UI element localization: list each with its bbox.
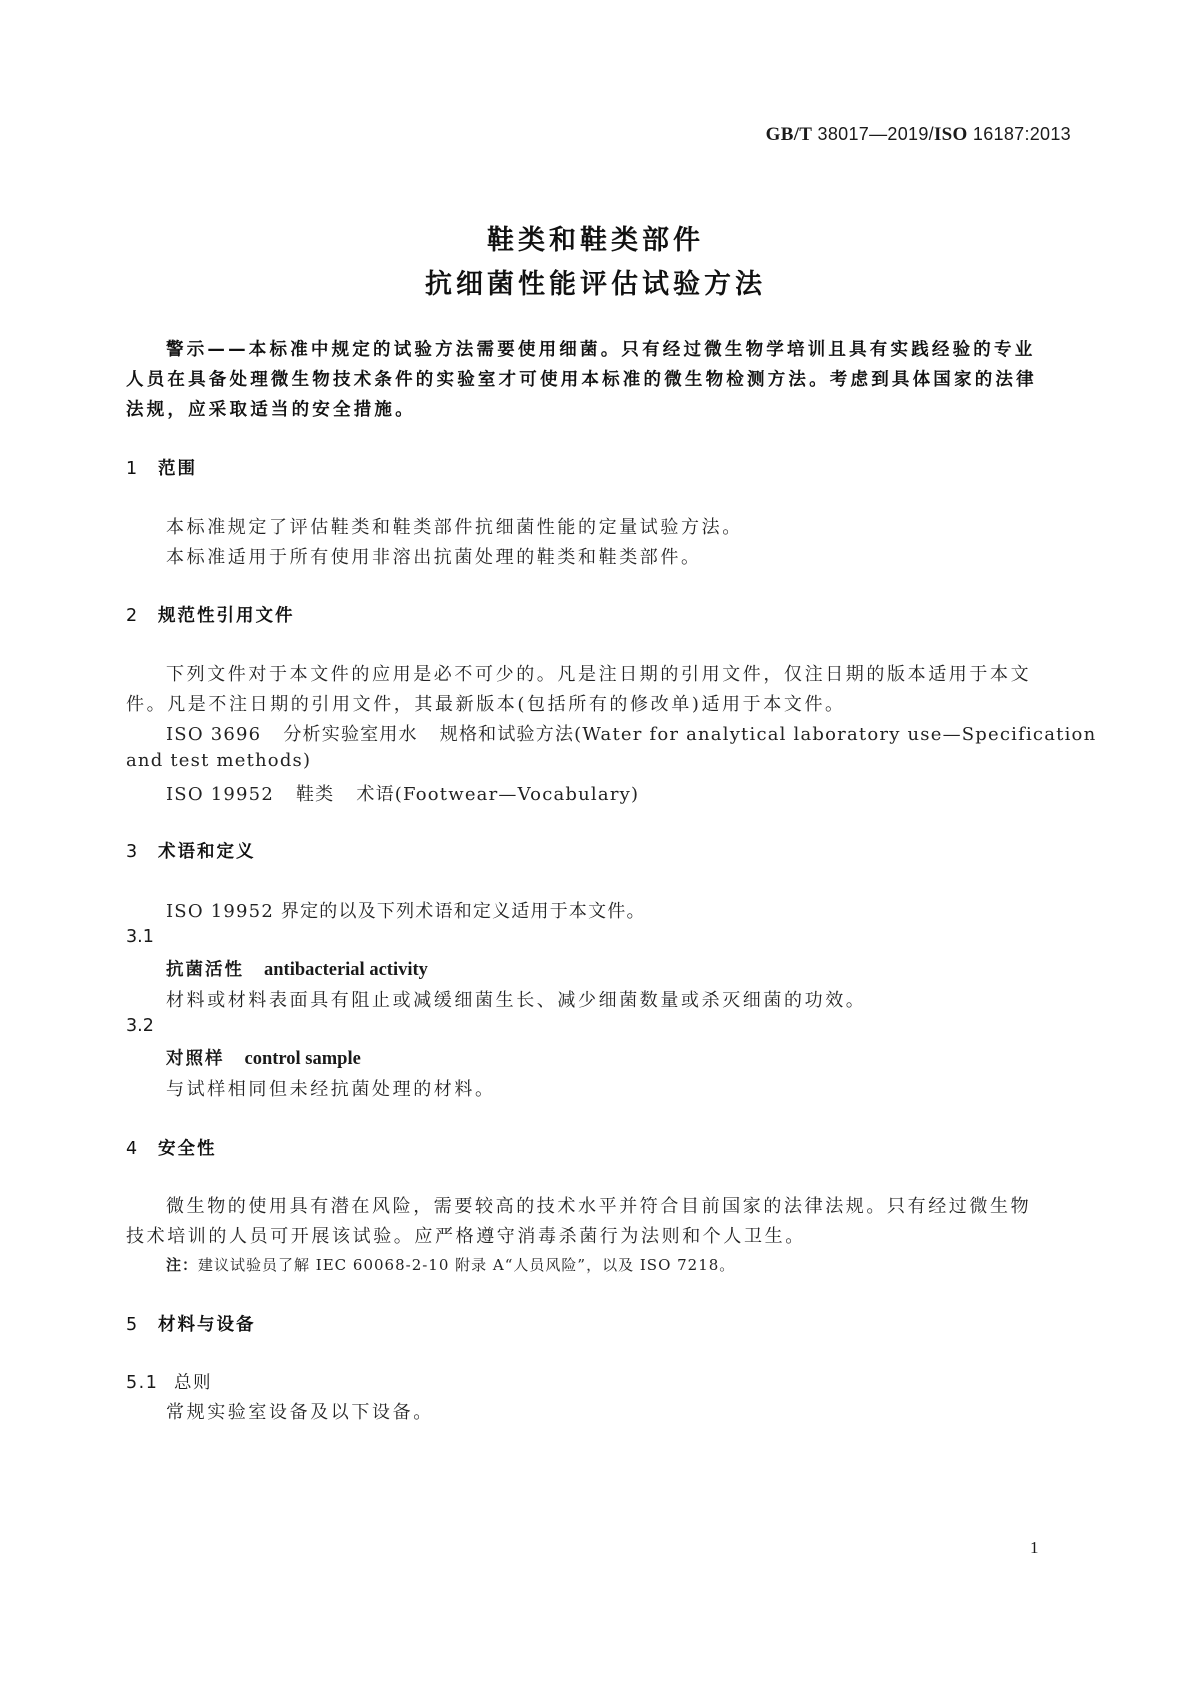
section-2-intro-line1: 下列文件对于本文件的应用是必不可少的。凡是注日期的引用文件，仅注日期的版本适用于本文 bbox=[166, 664, 1032, 685]
reference-iso-19952 bbox=[166, 780, 639, 806]
term-3-1-number: 3.1 bbox=[126, 927, 154, 947]
term-en: control sample bbox=[244, 1049, 361, 1069]
reference-title-b: 规格和试验方法(Water for analytical laboratory use—Specification bbox=[439, 724, 1097, 745]
section-number: 4 bbox=[126, 1139, 140, 1159]
section-5-1-text: 常规实验室设备及以下设备。 bbox=[166, 1402, 434, 1423]
reference-title-a: 鞋类 bbox=[295, 784, 335, 805]
section-3-intro: ISO 19952 界定的以及下列术语和定义适用于本文件。 bbox=[166, 901, 646, 922]
section-number: 2 bbox=[126, 606, 140, 626]
section-1-paragraph-2: 本标准适用于所有使用非溶出抗菌处理的鞋类和鞋类部件。 bbox=[166, 547, 702, 568]
standard-code-main: 38017—2019/ bbox=[812, 124, 934, 144]
term-3-2-definition: 与试样相同但未经抗菌处理的材料。 bbox=[166, 1079, 496, 1100]
section-number: 1 bbox=[126, 459, 140, 479]
subsection-title: 总则 bbox=[174, 1373, 212, 1393]
subsection-number: 5.1 bbox=[126, 1373, 159, 1393]
section-5-heading bbox=[126, 1311, 256, 1336]
term-3-1 bbox=[166, 956, 428, 981]
section-4-line2: 技术培训的人员可开展该试验。应严格遵守消毒杀菌行为法则和个人卫生。 bbox=[126, 1226, 806, 1247]
term-cn: 抗菌活性 bbox=[166, 960, 244, 980]
warning-line1: 警示——本标准中规定的试验方法需要使用细菌。只有经过微生物学培训且具有实践经验的专业 bbox=[166, 340, 1036, 360]
section-5-1-heading bbox=[126, 1369, 212, 1394]
standard-code-iso-num: 16187:2013 bbox=[967, 124, 1071, 144]
reference-title-b: 术语(Footwear—Vocabulary) bbox=[356, 784, 640, 805]
section-3-heading bbox=[126, 838, 256, 863]
section-1-heading bbox=[126, 455, 197, 480]
term-3-1-definition: 材料或材料表面具有阻止或减缓细菌生长、减少细菌数量或杀灭细菌的功效。 bbox=[166, 990, 867, 1011]
term-cn: 对照样 bbox=[166, 1049, 225, 1069]
section-2-intro-line2: 件。凡是不注日期的引用文件，其最新版本(包括所有的修改单)适用于本文件。 bbox=[126, 694, 846, 715]
reference-title-a: 分析实验室用水 bbox=[283, 724, 418, 745]
reference-code: ISO 3696 bbox=[166, 724, 262, 745]
term-3-2 bbox=[166, 1045, 361, 1070]
section-title: 安全性 bbox=[158, 1139, 217, 1159]
standard-code bbox=[0, 124, 1071, 146]
standard-code-prefix: GB/T bbox=[765, 124, 813, 145]
section-title: 规范性引用文件 bbox=[158, 606, 295, 626]
section-number: 3 bbox=[126, 842, 140, 862]
reference-iso-3696 bbox=[166, 720, 1096, 746]
safety-note bbox=[166, 1254, 735, 1275]
document-title-line2: 抗细菌性能评估试验方法 bbox=[425, 269, 766, 300]
reference-code: ISO 19952 bbox=[166, 784, 274, 805]
note-label: 注： bbox=[166, 1256, 199, 1274]
section-4-heading bbox=[126, 1135, 217, 1160]
term-3-2-number: 3.2 bbox=[126, 1016, 154, 1036]
section-1-paragraph-1: 本标准规定了评估鞋类和鞋类部件抗细菌性能的定量试验方法。 bbox=[166, 517, 743, 538]
reference-iso-3696-continuation: and test methods) bbox=[126, 750, 312, 771]
warning-line2: 人员在具备处理微生物技术条件的实验室才可使用本标准的微生物检测方法。考虑到具体国家的法律 bbox=[126, 370, 1037, 390]
section-title: 范围 bbox=[158, 459, 197, 479]
note-text: 建议试验员了解 IEC 60068-2-10 附录 A“人员风险”，以及 ISO 7218。 bbox=[198, 1256, 736, 1274]
standard-code-iso: ISO bbox=[933, 124, 968, 145]
warning-line3: 法规，应采取适当的安全措施。 bbox=[126, 400, 416, 420]
section-2-heading bbox=[126, 602, 295, 627]
term-en: antibacterial activity bbox=[264, 960, 428, 980]
section-4-line1: 微生物的使用具有潜在风险，需要较高的技术水平并符合目前国家的法律法规。只有经过微生物 bbox=[166, 1196, 1032, 1217]
section-number: 5 bbox=[126, 1315, 140, 1335]
section-title: 术语和定义 bbox=[158, 842, 256, 862]
document-title-line1: 鞋类和鞋类部件 bbox=[487, 225, 704, 256]
page-number: 1 bbox=[1030, 1538, 1039, 1557]
section-title: 材料与设备 bbox=[158, 1315, 256, 1335]
